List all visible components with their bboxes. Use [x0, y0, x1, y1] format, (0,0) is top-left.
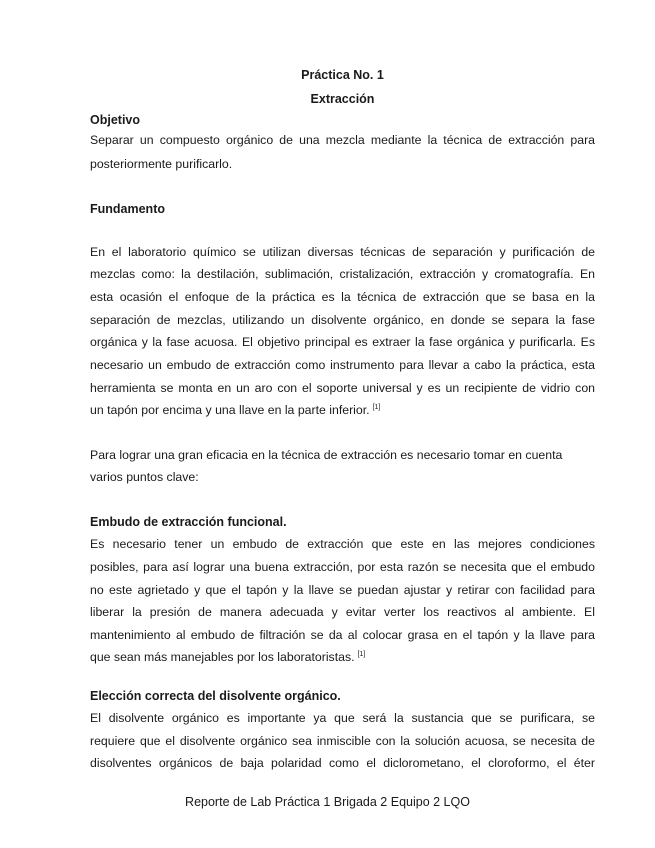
embudo-heading: Embudo de extracción funcional.: [90, 515, 287, 529]
paragraph-line: mezclas como: la destilación, sublimación, cristalización, extracción y cromatografía. En: [90, 267, 595, 281]
disolvente-heading: Elección correcta del disolvente orgánico.: [90, 689, 341, 703]
paragraph-line: liberar la presión de manera adecuada y evitar verter los reactivos al ambiente. El: [90, 605, 595, 619]
page-footer: Reporte de Lab Práctica 1 Brigada 2 Equipo 2 LQO: [185, 795, 470, 809]
fundamento-heading: Fundamento: [90, 202, 165, 216]
citation-ref: [1]: [357, 651, 366, 658]
paragraph-line: posteriormente purificarlo.: [90, 157, 233, 171]
paragraph-line: Separar un compuesto orgánico de una mezcla mediante la técnica de extracción para: [90, 133, 595, 147]
paragraph-line: posibles, para así lograr una buena extracción, por esta razón se necesita que el embudo: [90, 560, 595, 574]
paragraph-line-with-ref: [90, 402, 595, 418]
document-subtitle: Extracción: [310, 92, 375, 106]
paragraph-line: orgánica y la fase acuosa. El objetivo principal es extraer la fase orgánica y purificarla. Es: [90, 335, 595, 349]
paragraph-text: un tapón por encima y una llave en la parte inferior.: [90, 403, 370, 417]
paragraph-line: En el laboratorio químico se utilizan diversas técnicas de separación y purificación de: [90, 245, 595, 259]
paragraph-line: disolventes orgánicos de baja polaridad como el diclorometano, el cloroformo, el éter: [90, 756, 595, 770]
paragraph-line: esta ocasión el enfoque de la práctica es la técnica de extracción que se basa en la: [90, 290, 595, 304]
paragraph-line: varios puntos clave:: [90, 470, 199, 484]
paragraph-line: Es necesario tener un embudo de extracción que este en las mejores condiciones: [90, 537, 595, 551]
paragraph-line: no este agrietado y que el tapón y la llave se puedan ajustar y retirar con facilidad para: [90, 583, 595, 597]
citation-ref: [1]: [372, 404, 381, 411]
paragraph-line: separación de mezclas, utilizando un disolvente orgánico, en donde se separa la fase: [90, 313, 595, 327]
paragraph-line: Para lograr una gran eficacia en la técnica de extracción es necesario tomar en cuenta: [90, 448, 563, 462]
objetivo-heading: Objetivo: [90, 113, 141, 127]
document-title: Práctica No. 1: [301, 68, 384, 82]
paragraph-line-with-ref: [90, 649, 595, 665]
paragraph-line: necesario un embudo de extracción como instrumento para llevar a cabo la práctica, esta: [90, 358, 595, 372]
paragraph-text: que sean más manejables por los laboratoristas.: [90, 650, 355, 664]
paragraph-line: requiere que el disolvente orgánico sea inmiscible con la solución acuosa, se necesita de: [90, 734, 595, 748]
paragraph-line: mantenimiento al embudo de filtración se da al colocar grasa en el tapón y la llave para: [90, 628, 595, 642]
paragraph-line: herramienta se monta en un aro con el soporte universal y es un recipiente de vidrio con: [90, 381, 595, 395]
paragraph-line: El disolvente orgánico es importante ya que será la sustancia que se purificara, se: [90, 711, 595, 725]
